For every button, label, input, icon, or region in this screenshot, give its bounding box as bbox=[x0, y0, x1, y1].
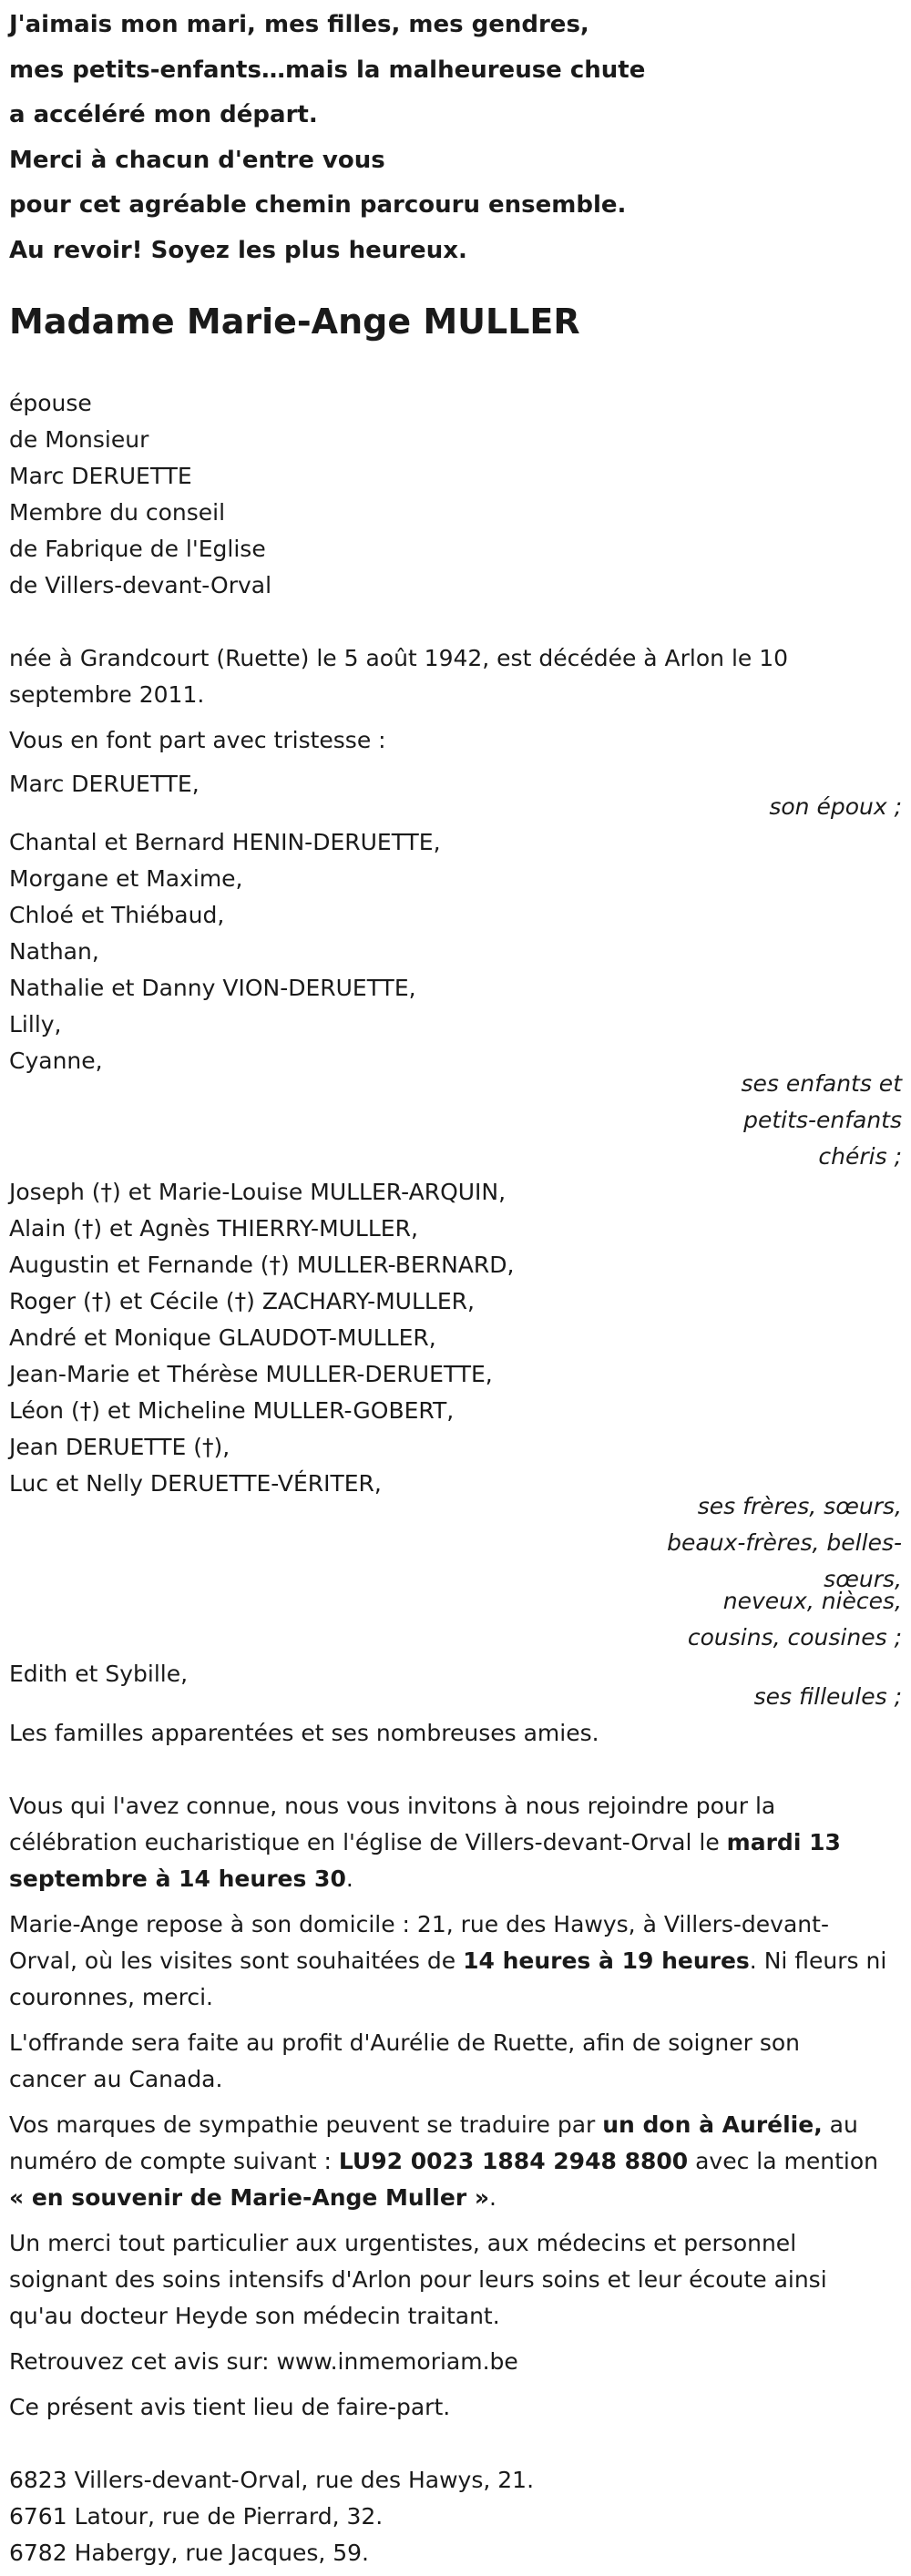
ceremony-line: septembre à 14 heures 30. bbox=[9, 1866, 353, 1892]
children-role: chéris ; bbox=[818, 1143, 902, 1170]
family-member: André et Monique GLAUDOT-MULLER, bbox=[9, 1324, 436, 1351]
website-text: Retrouvez cet avis sur: www.inmemoriam.be bbox=[9, 2348, 518, 2375]
siblings-role: ses frères, sœurs, bbox=[697, 1493, 902, 1519]
siblings-role: sœurs, bbox=[824, 1566, 902, 1592]
donation-mention: « en souvenir de Marie-Ange Muller » bbox=[9, 2184, 490, 2211]
family-member: Augustin et Fernande (†) MULLER-BERNARD, bbox=[9, 1252, 515, 1278]
donation-line: numéro de compte suivant : LU92 0023 1884 2948 8800 avec la mention bbox=[9, 2148, 878, 2174]
ceremony-time: septembre à 14 heures 30 bbox=[9, 1866, 346, 1892]
thanks-line: soignant des soins intensifs d'Arlon pour leurs soins et leur écoute ainsi bbox=[9, 2266, 827, 2293]
siblings-role: beaux-frères, belles- bbox=[667, 1529, 902, 1556]
goddaughters: Edith et Sybille, bbox=[9, 1661, 189, 1687]
thanks-line: Un merci tout particulier aux urgentistes, aux médecins et personnel bbox=[9, 2230, 797, 2256]
poem-line: pour cet agréable chemin parcouru ensemble. bbox=[9, 191, 627, 219]
donation-line: « en souvenir de Marie-Ange Muller ». bbox=[9, 2184, 496, 2211]
poem-line: Merci à chacun d'entre vous bbox=[9, 147, 385, 174]
spouse-line: Membre du conseil bbox=[9, 499, 226, 526]
spouse-line: Marc DERUETTE bbox=[9, 463, 192, 489]
family-member: Nathan, bbox=[9, 938, 99, 965]
address-line: 6782 Habergy, rue Jacques, 59. bbox=[9, 2540, 369, 2566]
nephews-role: cousins, cousines ; bbox=[687, 1624, 902, 1651]
spouse-line: de Fabrique de l'Eglise bbox=[9, 536, 266, 562]
offering-line: L'offrande sera faite au profit d'Aurélie de Ruette, afin de soigner son bbox=[9, 2029, 800, 2056]
children-role: ses enfants et bbox=[741, 1070, 902, 1097]
spouse-line: de Monsieur bbox=[9, 426, 149, 453]
ceremony-line: célébration eucharistique en l'église de Villers-devant-Orval le mardi 13 bbox=[9, 1829, 841, 1855]
family-member: Cyanne, bbox=[9, 1048, 103, 1074]
family-member: Chloé et Thiébaud, bbox=[9, 902, 225, 928]
family-member: Chantal et Bernard HENIN-DERUETTE, bbox=[9, 829, 441, 855]
spouse-line: de Villers-devant-Orval bbox=[9, 572, 272, 598]
donation-line: Vos marques de sympathie peuvent se traduire par un don à Aurélie, au bbox=[9, 2111, 858, 2138]
offering-line: cancer au Canada. bbox=[9, 2066, 223, 2092]
spouse-line: épouse bbox=[9, 390, 92, 416]
notice-text: Ce présent avis tient lieu de faire-part. bbox=[9, 2394, 451, 2420]
family-member: Jean-Marie et Thérèse MULLER-DERUETTE, bbox=[9, 1361, 493, 1387]
family-member: Luc et Nelly DERUETTE-VÉRITER, bbox=[9, 1470, 382, 1497]
birth-line: septembre 2011. bbox=[9, 681, 205, 708]
ceremony-line: Vous qui l'avez connue, nous vous invitons à nous rejoindre pour la bbox=[9, 1793, 776, 1819]
thanks-line: qu'au docteur Heyde son médecin traitant. bbox=[9, 2303, 500, 2329]
poem-line: J'aimais mon mari, mes filles, mes gendres, bbox=[9, 11, 589, 38]
poem-line: Au revoir! Soyez les plus heureux. bbox=[9, 237, 467, 264]
poem-line: mes petits-enfants…mais la malheureuse chute bbox=[9, 56, 646, 84]
family-member: Joseph (†) et Marie-Louise MULLER-ARQUIN, bbox=[9, 1179, 507, 1205]
ceremony-date: mardi 13 bbox=[726, 1829, 841, 1855]
account-number: LU92 0023 1884 2948 8800 bbox=[338, 2148, 689, 2174]
spouse-role: son époux ; bbox=[769, 793, 902, 820]
family-member: Morgane et Maxime, bbox=[9, 865, 243, 892]
intro-text: Vous en font part avec tristesse : bbox=[9, 727, 386, 753]
address-line: 6823 Villers-devant-Orval, rue des Hawys, 21. bbox=[9, 2467, 535, 2493]
family-member: Lilly, bbox=[9, 1011, 62, 1038]
rest-line: couronnes, merci. bbox=[9, 1984, 213, 2010]
rest-line: Marie-Ange repose à son domicile : 21, rue des Hawys, à Villers-devant- bbox=[9, 1911, 829, 1937]
family-member: Léon (†) et Micheline MULLER-GOBERT, bbox=[9, 1397, 455, 1424]
families-text: Les familles apparentées et ses nombreuses amies. bbox=[9, 1720, 599, 1746]
family-member: Jean DERUETTE (†), bbox=[9, 1434, 230, 1460]
deceased-name: Madame Marie-Ange MULLER bbox=[9, 302, 580, 342]
donation-beneficiary: un don à Aurélie, bbox=[602, 2111, 823, 2138]
address-line: 6761 Latour, rue de Pierrard, 32. bbox=[9, 2503, 384, 2530]
birth-line: née à Grandcourt (Ruette) le 5 août 1942, est décédée à Arlon le 10 bbox=[9, 645, 789, 671]
rest-line: Orval, où les visites sont souhaitées de 14 heures à 19 heures. Ni fleurs ni bbox=[9, 1947, 887, 1974]
poem-line: a accéléré mon départ. bbox=[9, 101, 318, 128]
children-role: petits-enfants bbox=[743, 1107, 902, 1133]
nephews-role: neveux, nièces, bbox=[722, 1588, 902, 1614]
visit-hours: 14 heures à 19 heures bbox=[463, 1947, 750, 1974]
family-member: Nathalie et Danny VION-DERUETTE, bbox=[9, 975, 416, 1001]
family-member: Roger (†) et Cécile (†) ZACHARY-MULLER, bbox=[9, 1288, 475, 1314]
goddaughters-role: ses filleules ; bbox=[753, 1683, 902, 1710]
family-member: Alain (†) et Agnès THIERRY-MULLER, bbox=[9, 1215, 418, 1242]
spouse-name: Marc DERUETTE, bbox=[9, 771, 200, 797]
